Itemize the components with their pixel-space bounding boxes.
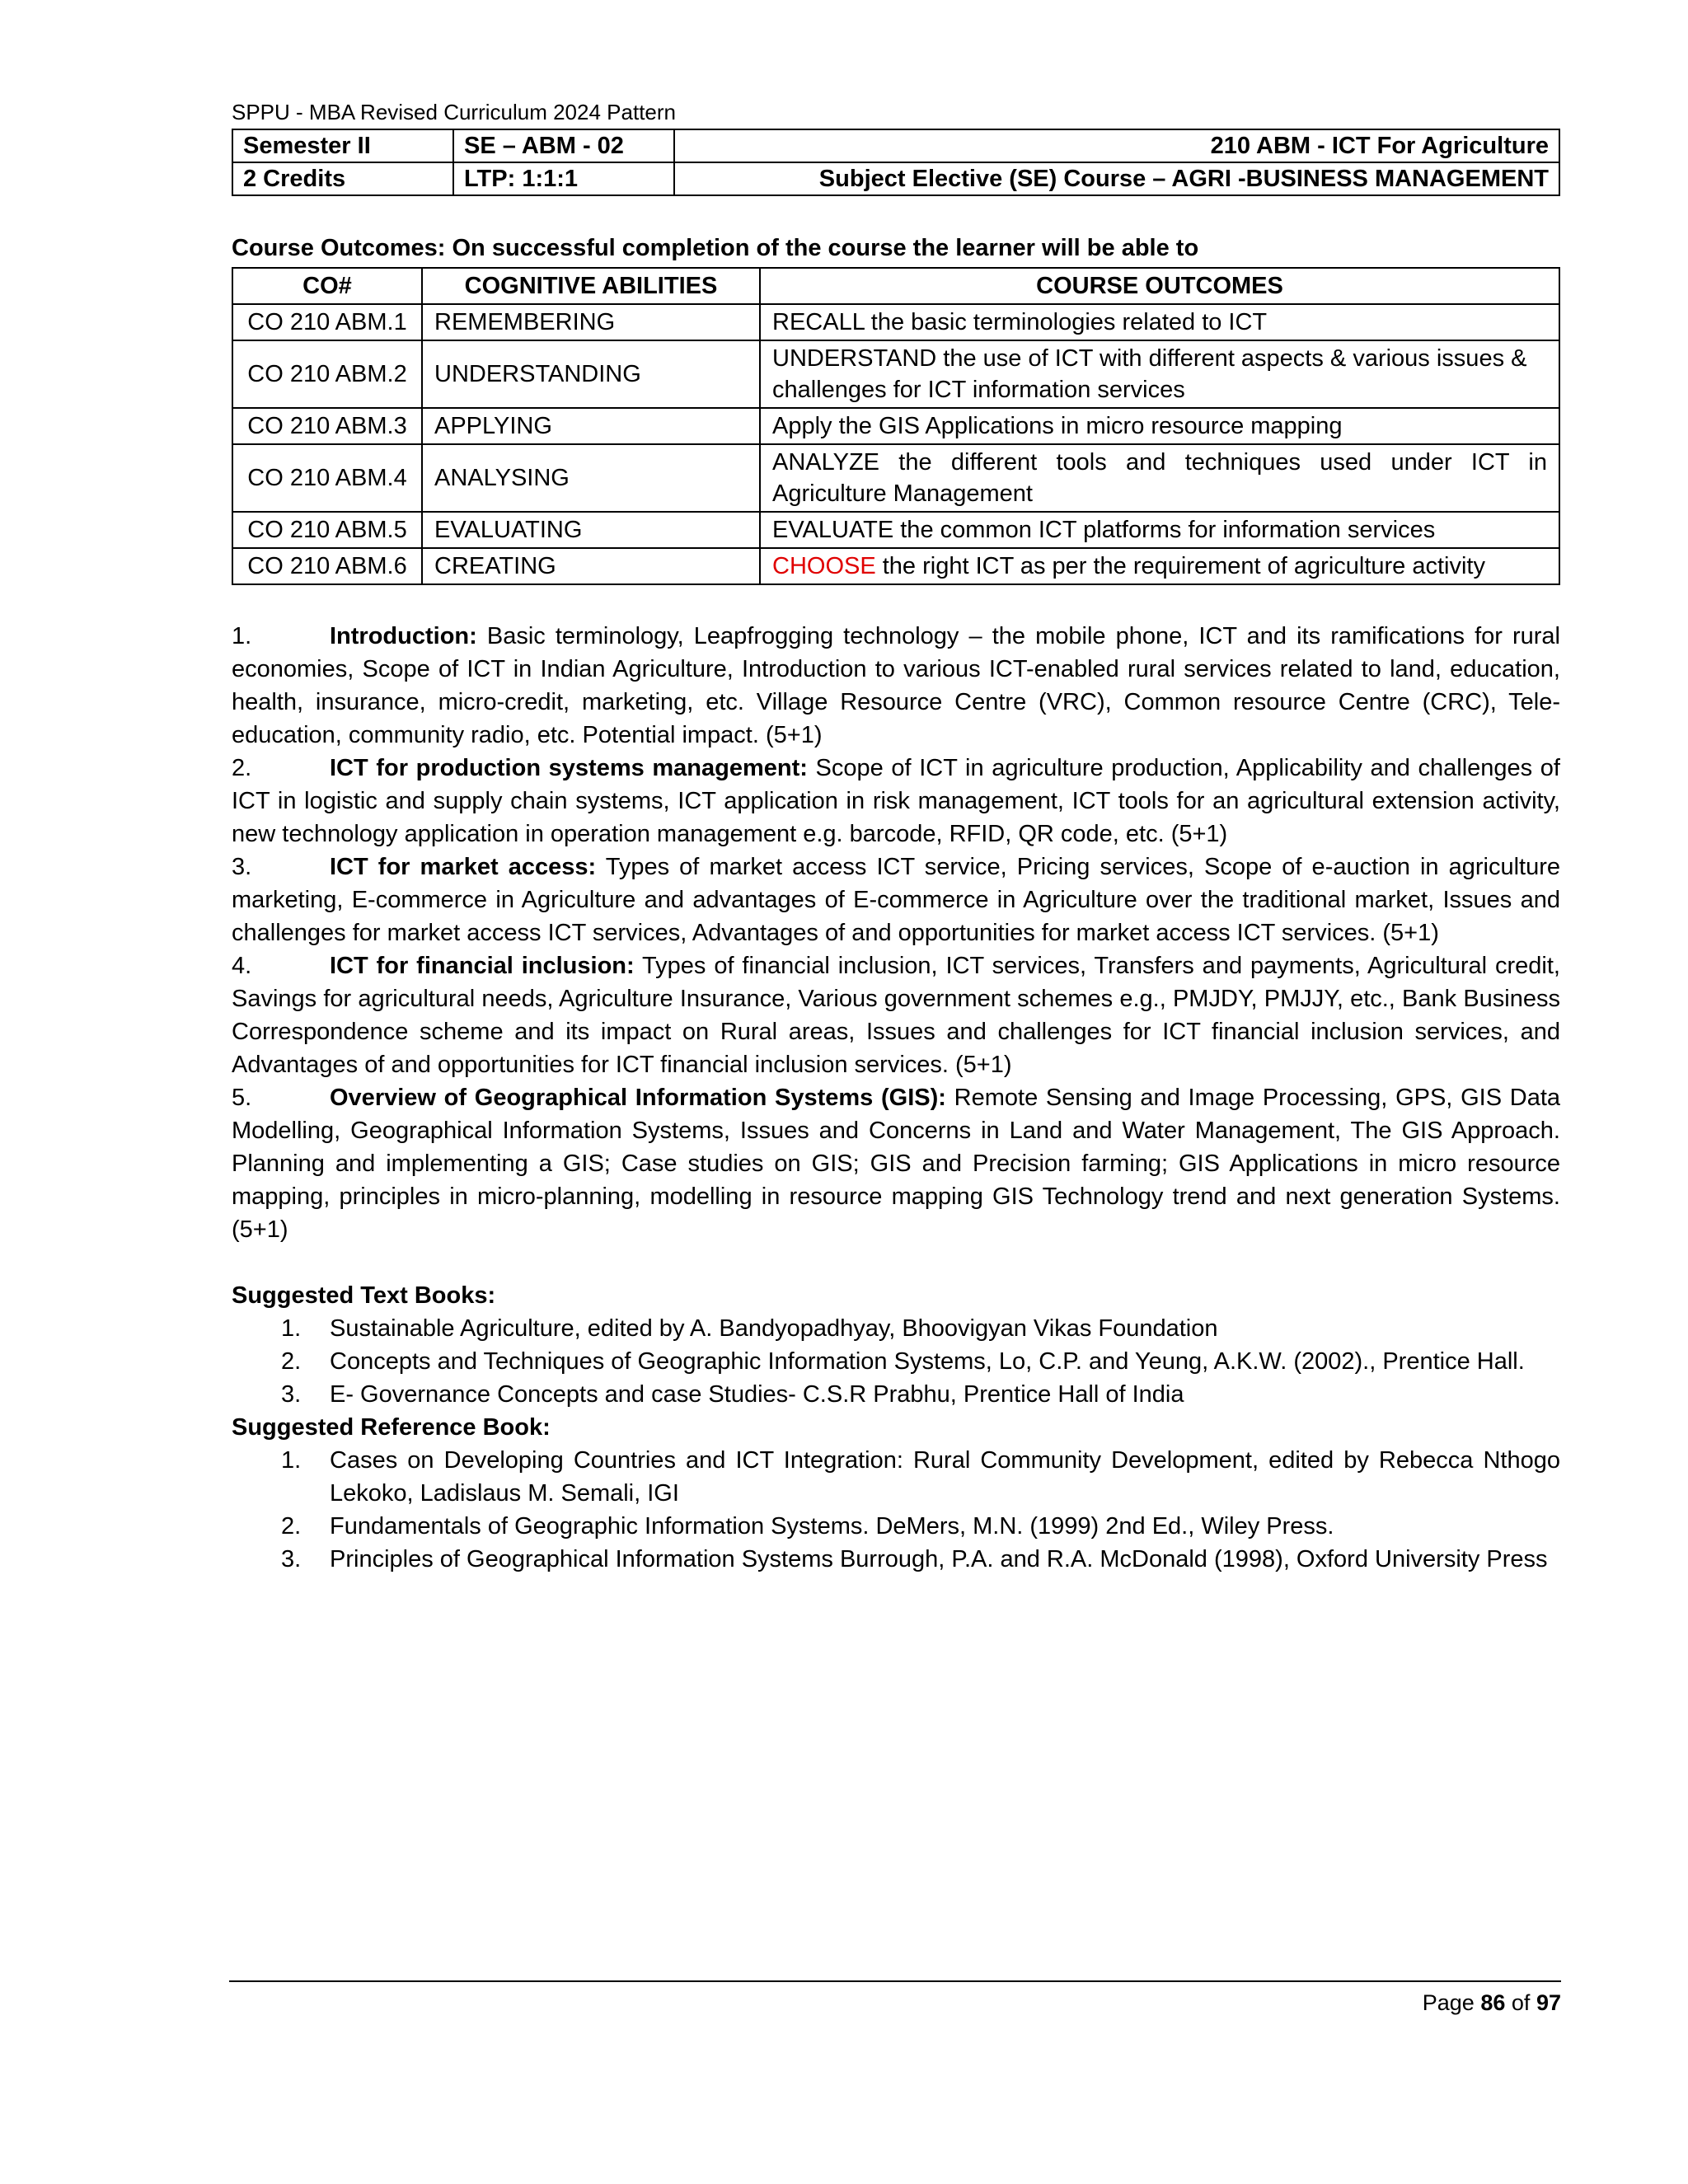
text-books-list [232,1312,1560,1411]
unit-number: 3. [232,854,252,880]
course-code: SE – ABM - 02 [453,129,674,162]
text-books-heading: Suggested Text Books: [232,1282,496,1309]
column-header: COGNITIVE ABILITIES [422,268,760,304]
cognitive-ability: ANALYSING [422,444,760,512]
page-number: 86 [1480,1990,1506,2015]
unit-number: 2. [232,755,252,781]
item-text: Sustainable Agriculture, edited by A. Bandyopadhyay, Bhoovigyan Vikas Foundation [330,1315,1218,1342]
unit-title: ICT for market access: [330,854,597,880]
meta-row-2 [232,162,1559,195]
course-outcome [760,548,1559,584]
list-item [232,1345,1560,1378]
meta-row-1 [232,129,1559,162]
footer-divider [229,1980,1561,1982]
item-number: 1. [281,1315,302,1342]
co-code: CO 210 ABM.5 [232,512,422,548]
table-row [232,340,1559,408]
item-text: E- Governance Concepts and case Studies- C.S.R Prabhu, Prentice Hall of India [330,1381,1184,1408]
item-number: 2. [281,1348,302,1375]
list-item [232,1510,1560,1543]
unit-5 [232,1081,1560,1246]
list-item [232,1312,1560,1345]
column-header: CO# [232,268,422,304]
cognitive-ability: UNDERSTANDING [422,340,760,408]
course-outcome: EVALUATE the common ICT platforms for information services [760,512,1559,548]
course-meta-table [232,129,1560,196]
unit-2 [232,752,1560,851]
item-number: 3. [281,1546,302,1572]
item-text: Concepts and Techniques of Geographic Information Systems, Lo, C.P. and Yeung, A.K.W. (2002)., Prentice Hall. [330,1348,1525,1375]
curriculum-header: SPPU - MBA Revised Curriculum 2024 Pattern [232,100,676,124]
item-text: Cases on Developing Countries and ICT Integration: Rural Community Development, edited by Rebecca Nthogo Lekoko, Ladislaus M. Semali, IGI [330,1447,1560,1507]
cognitive-ability: EVALUATING [422,512,760,548]
item-number: 3. [281,1381,302,1408]
unit-title: Introduction: [330,623,477,649]
total-pages: 97 [1536,1990,1561,2015]
course-outcomes-table [232,267,1560,585]
of-label: of [1511,1990,1531,2015]
item-text: Principles of Geographical Information Systems Burrough, P.A. and R.A. McDonald (1998), Oxford University Press [330,1546,1548,1572]
unit-number: 1. [232,623,252,649]
column-header: COURSE OUTCOMES [760,268,1559,304]
unit-title: ICT for financial inclusion: [330,953,635,979]
item-number: 1. [281,1447,302,1474]
unit-text: Types of financial inclusion, ICT services, Transfers and payments, Agricultural credit, Savings for agricultural needs, Agriculture Insurance, Various government schemes e.g., PMJDY, PMJJY, etc., Bank Business Correspondence scheme and its impact on Rural areas, Issues and challenges for ICT financial inclusion services, and Advantages of and opportunities for ICT financial inclusion services. (5+1) [232,953,1560,1078]
table-row [232,444,1559,512]
cognitive-ability: CREATING [422,548,760,584]
semester: Semester II [232,129,453,162]
cognitive-ability: REMEMBERING [422,304,760,340]
unit-number: 5. [232,1085,252,1111]
outcomes-header-row [232,268,1559,304]
course-outcome: ANALYZE the different tools and techniques used under ICT in Agriculture Management [760,444,1559,512]
unit-text: Types of market access ICT service, Pricing services, Scope of e-auction in agriculture marketing, E-commerce in Agriculture and advantages of E-commerce in Agriculture over the traditional market, Issues and challenges for market access ICT services, Advantages of and opportunities for market access ICT services. (5+1) [232,854,1560,946]
unit-text: Remote Sensing and Image Processing, GPS, GIS Data Modelling, Geographical Information Systems, Issues and Concerns in Land and Water Management, The GIS Approach. Planning and implementing a GIS; Case studies on GIS; GIS and Precision farming; GIS Applications in micro resource mapping, principles in micro-planning, modelling in resource mapping GIS Technology trend and next generation Systems. (5+1) [232,1085,1561,1243]
highlighted-verb: CHOOSE [772,553,876,579]
outcomes-heading: Course Outcomes: On successful completion of the course the learner will be able to [232,235,1199,261]
ltp: LTP: 1:1:1 [453,162,674,195]
reference-books-heading: Suggested Reference Book: [232,1414,551,1441]
page-footer [1423,1986,1561,2019]
co-code: CO 210 ABM.1 [232,304,422,340]
unit-text: Basic terminology, Leapfrogging technology – the mobile phone, ICT and its ramifications for rural economies, Scope of ICT in Indian Agriculture, Introduction to various ICT-enabled rural services related to land, education, health, insurance, micro-credit, marketing, etc. Village Resource Centre (VRC), Common resource Centre (CRC), Tele- education, community radio, etc. Potential impact. (5+1) [232,623,1560,748]
course-outcome: RECALL the basic terminologies related to ICT [760,304,1559,340]
cognitive-ability: APPLYING [422,408,760,444]
table-row [232,408,1559,444]
item-number: 2. [281,1513,302,1540]
unit-1 [232,620,1560,752]
outcome-text: the right ICT as per the requirement of agriculture activity [875,553,1485,579]
table-row [232,512,1559,548]
unit-title: Overview of Geographical Information Systems (GIS): [330,1085,946,1111]
text-books-section [232,1279,1560,1576]
co-code: CO 210 ABM.2 [232,340,422,408]
co-code: CO 210 ABM.4 [232,444,422,512]
course-title: 210 ABM - ICT For Agriculture [674,129,1559,162]
page-label: Page [1422,1990,1475,2015]
document-page [232,97,1560,1576]
unit-text: Scope of ICT in agriculture production, Applicability and challenges of ICT in logistic and supply chain systems, ICT application in risk management, ICT tools for an agricultural extension activity, new technology application in operation management e.g. barcode, RFID, QR code, etc. (5+1) [232,755,1560,847]
list-item [232,1543,1560,1576]
course-outcome: UNDERSTAND the use of ICT with different aspects & various issues & challenges for ICT information services [760,340,1559,408]
syllabus-units [232,620,1560,1246]
table-row [232,548,1559,584]
list-item [232,1378,1560,1411]
item-text: Fundamentals of Geographic Information Systems. DeMers, M.N. (1999) 2nd Ed., Wiley Press. [330,1513,1334,1540]
credits: 2 Credits [232,162,453,195]
table-row [232,304,1559,340]
course-outcome: Apply the GIS Applications in micro resource mapping [760,408,1559,444]
unit-3 [232,851,1560,949]
reference-books-list [232,1444,1560,1576]
unit-4 [232,949,1560,1081]
unit-number: 4. [232,953,252,979]
unit-title: ICT for production systems management: [330,755,808,781]
co-code: CO 210 ABM.3 [232,408,422,444]
co-code: CO 210 ABM.6 [232,548,422,584]
course-type: Subject Elective (SE) Course – AGRI -BUSINESS MANAGEMENT [674,162,1559,195]
list-item [232,1444,1560,1510]
